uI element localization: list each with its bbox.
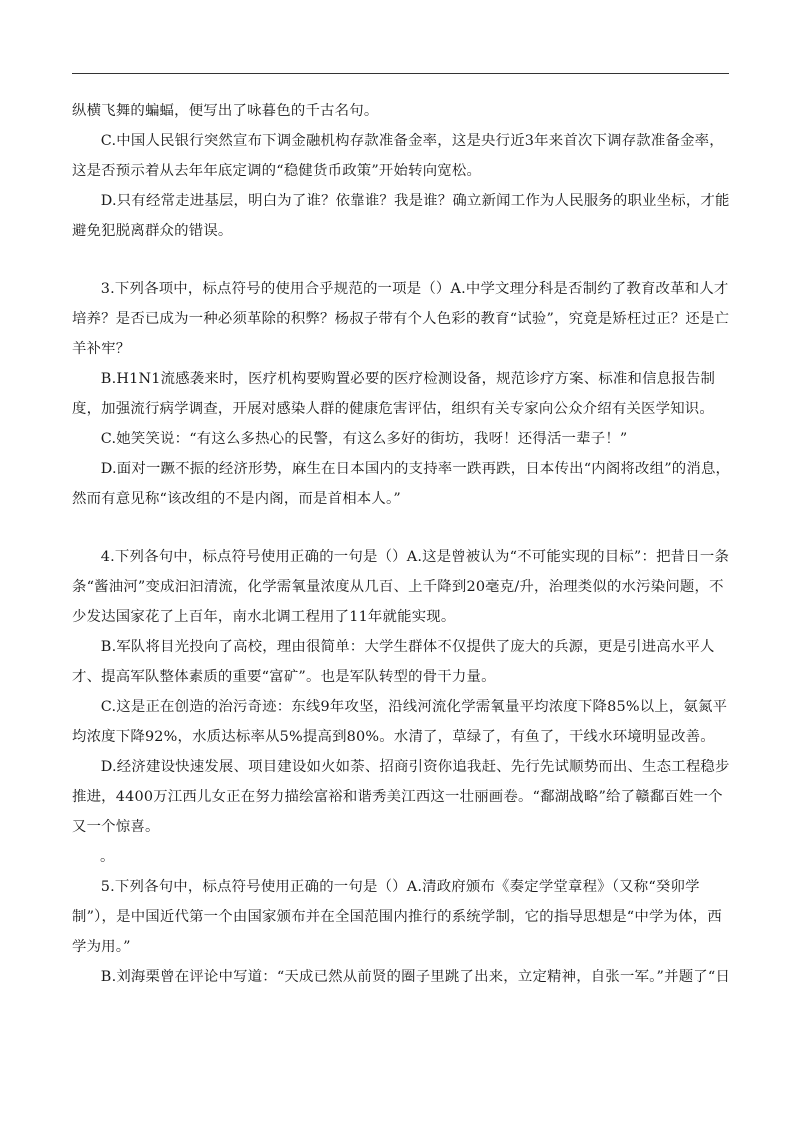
q4-trailing-mark: 。: [100, 849, 115, 865]
q4-stem: 4.下列各句中，标点符号使用正确的一句是（）A.这是曾被认为“不可能实现的目标”：把昔日一条条“酱油河”变成汩汩清流，化学需氧量浓度从几百、上千降到20毫克/升，治理类似的水污染问题，不少发达国家花了上百年，南水北调工程用了11年就能实现。: [72, 549, 730, 625]
document-body: [72, 96, 732, 992]
q5-option-b: B.刘海栗曾在评论中写道：“天成已然从前贤的圈子里跳了出来，立定精神，自张一军。”并题了“日: [100, 969, 731, 985]
continuation-text: 纵横飞舞的蝙蝠，便写出了咏暮色的千古名句。: [72, 103, 379, 119]
q4-option-d: D.经济建设快速发展、项目建设如火如荼、招商引资你追我赶、先行先试顺势而出、生态工程稳步推进，4400万江西儿女正在努力描绘富裕和谐秀美江西这一壮丽画卷。“鄱湖战略”给了赣鄱百姓一个又一个惊喜。: [72, 759, 730, 835]
q2-option-d: D.只有经常走进基层，明白为了谁？依靠谁？我是谁？确立新闻工作为人民服务的职业坐标，才能避免犯脱离群众的错误。: [72, 193, 730, 239]
header-rule: [72, 73, 729, 74]
q3-option-c: C.她笑笑说：“有这么多热心的民警，有这么多好的街坊，我呀！还得活一辈子！”: [100, 431, 628, 447]
q5-stem: 5.下列各句中，标点符号使用正确的一句是（）A.清政府颁布《奏定学堂章程》（又称“癸卯学制”），是中国近代第一个由国家颁布并在全国范围内推行的系统学制，它的指导思想是“中学为体，西学为用。”: [72, 879, 722, 955]
q4-option-b: B.军队将目光投向了高校，理由很简单：大学生群体不仅提供了庞大的兵源，更是引进高水平人才、提高军队整体素质的重要“富矿”。也是军队转型的骨干力量。: [72, 639, 715, 685]
q2-option-c: C.中国人民银行突然宣布下调金融机构存款准备金率，这是央行近3年来首次下调存款准备金率，这是否预示着从去年年底定调的“稳健货币政策”开始转向宽松。: [72, 133, 724, 179]
q4-option-c: C.这是正在创造的治污奇迹：东线9年攻坚，沿线河流化学需氧量平均浓度下降85%以上，氨氮平均浓度下降92%，水质达标率从5%提高到80%。水清了，草绿了，有鱼了，干线水环境明显改善。: [72, 699, 728, 745]
q3-option-b: B.H1N1流感袭来时，医疗机构要购置必要的医疗检测设备，规范诊疗方案、标准和信息报告制度，加强流行病学调查，开展对感染人群的健康危害评估，组织有关专家向公众介绍有关医学知识。: [72, 371, 716, 417]
q3-stem: 3.下列各项中，标点符号的使用合乎规范的一项是（）A.中学文理分科是否制约了教育改革和人才培养？是否已成为一种必须革除的积弊？杨叔子带有个人色彩的教育“试验”，究竟是矫枉过正？还是亡羊补牢？: [72, 281, 730, 357]
q3-option-d: D.面对一蹶不振的经济形势，麻生在日本国内的支持率一跌再跌，日本传出“内阁将改组”的消息，然而有意见称“该改组的不是内阁，而是首相本人。”: [72, 461, 731, 507]
